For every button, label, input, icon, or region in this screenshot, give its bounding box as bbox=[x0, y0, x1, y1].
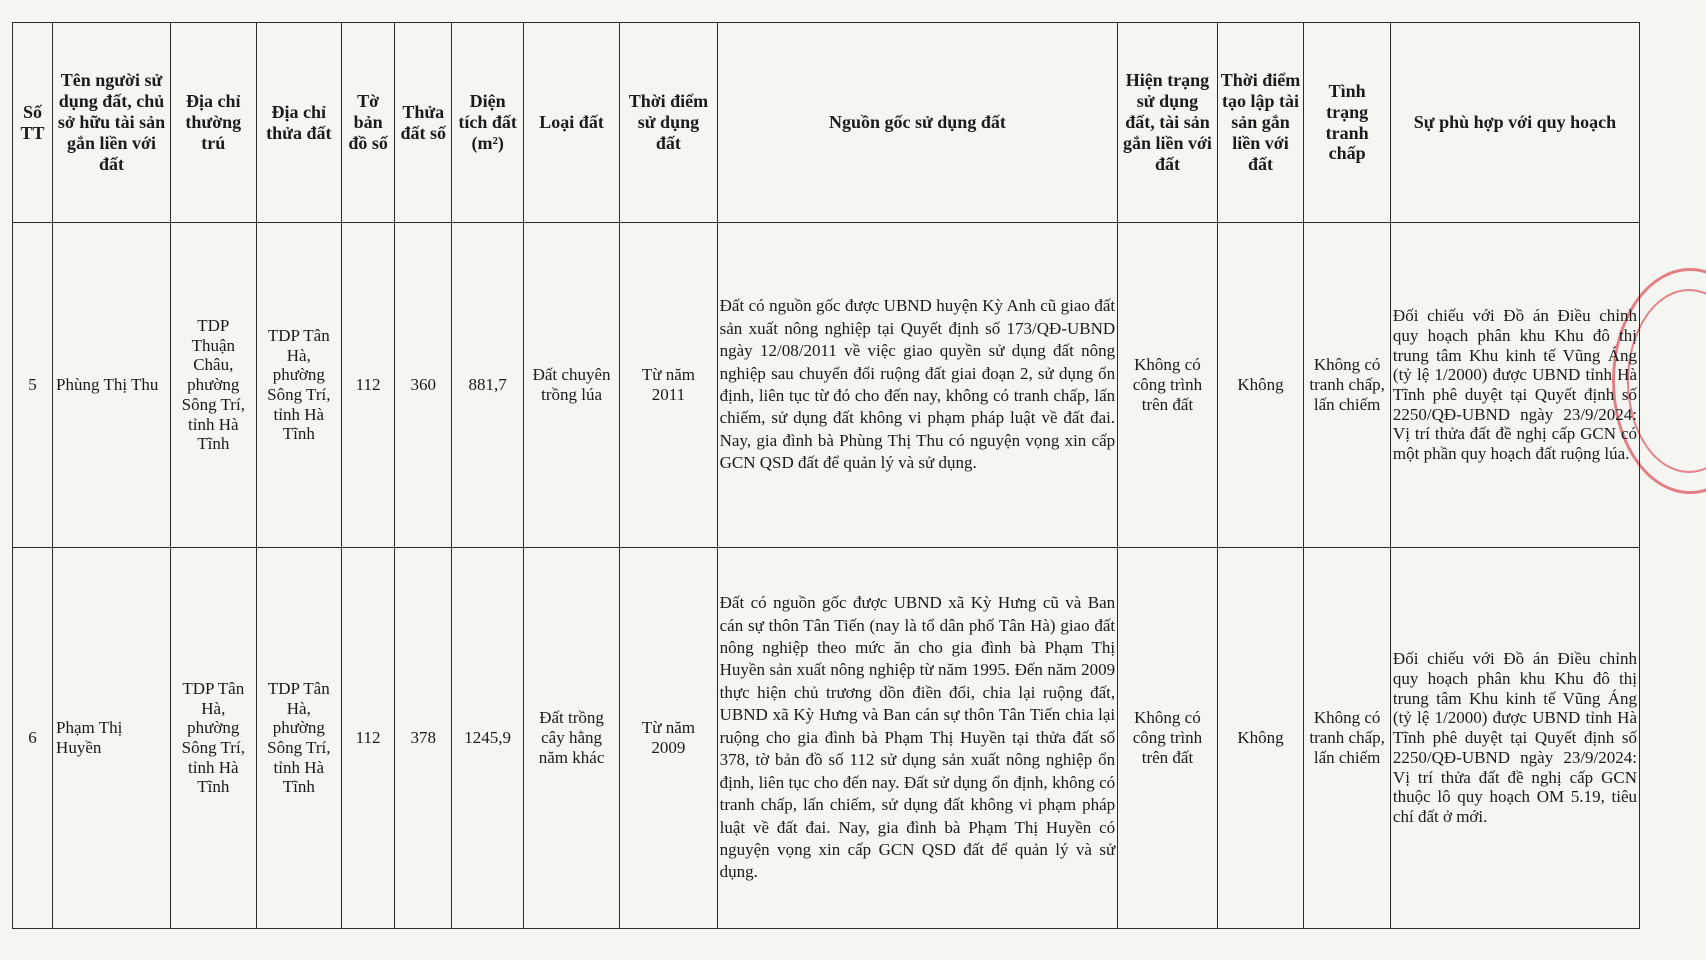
cell-land-type: Đất chuyên trồng lúa bbox=[523, 223, 619, 548]
cell-planning-compliance: Đối chiếu với Đồ án Điều chỉnh quy hoạch phân khu Khu đô thị trung tâm Khu kinh tế Vũng Áng (tỷ lệ 1/2000) được UBND tỉnh Hà Tĩnh phê duyệt tại Quyết định số 2250/QĐ-UBND ngày 23/9/2024: Vị trí thửa đất đề nghị cấp GCN có một phần quy hoạch đất ruộng lúa. bbox=[1390, 223, 1639, 548]
header-parcel-number: Thửa đất số bbox=[395, 23, 452, 223]
cell-land-type: Đất trồng cây hằng năm khác bbox=[523, 548, 619, 929]
table-row bbox=[13, 223, 1640, 548]
cell-asset-creation-time: Không bbox=[1217, 548, 1304, 929]
header-stt: Số TT bbox=[13, 23, 53, 223]
header-dispute-status: Tình trạng tranh chấp bbox=[1304, 23, 1391, 223]
header-planning-compliance: Sự phù hợp với quy hoạch bbox=[1390, 23, 1639, 223]
land-registration-table bbox=[12, 22, 1640, 929]
cell-asset-creation-time: Không bbox=[1217, 223, 1304, 548]
header-residence-address: Địa chỉ thường trú bbox=[171, 23, 257, 223]
header-land-type: Loại đất bbox=[523, 23, 619, 223]
cell-dispute-status: Không có tranh chấp, lấn chiếm bbox=[1304, 548, 1391, 929]
table-header-row bbox=[13, 23, 1640, 223]
cell-land-area: 881,7 bbox=[452, 223, 523, 548]
header-map-sheet: Tờ bản đồ số bbox=[342, 23, 395, 223]
header-land-area: Diện tích đất (m²) bbox=[452, 23, 523, 223]
cell-parcel-number: 378 bbox=[395, 548, 452, 929]
cell-parcel-address: TDP Tân Hà, phường Sông Trí, tỉnh Hà Tĩnh bbox=[256, 548, 342, 929]
header-user-name: Tên người sử dụng đất, chủ sở hữu tài sản gắn liền với đất bbox=[53, 23, 171, 223]
cell-parcel-address: TDP Tân Hà, phường Sông Trí, tỉnh Hà Tĩnh bbox=[256, 223, 342, 548]
header-parcel-address: Địa chỉ thửa đất bbox=[256, 23, 342, 223]
cell-dispute-status: Không có tranh chấp, lấn chiếm bbox=[1304, 223, 1391, 548]
header-land-origin: Nguồn gốc sử dụng đất bbox=[717, 23, 1118, 223]
cell-map-sheet: 112 bbox=[342, 223, 395, 548]
header-current-status: Hiện trạng sử dụng đất, tài sản gắn liền với đất bbox=[1118, 23, 1218, 223]
header-use-time: Thời điểm sử dụng đất bbox=[620, 23, 717, 223]
cell-stt: 6 bbox=[13, 548, 53, 929]
cell-residence-address: TDP Thuận Châu, phường Sông Trí, tỉnh Hà Tĩnh bbox=[171, 223, 257, 548]
cell-use-time: Từ năm 2011 bbox=[620, 223, 717, 548]
header-asset-creation-time: Thời điểm tạo lập tài sản gắn liền với đất bbox=[1217, 23, 1304, 223]
cell-planning-compliance: Đối chiếu với Đồ án Điều chỉnh quy hoạch phân khu Khu đô thị trung tâm Khu kinh tế Vũng Áng (tỷ lệ 1/2000) được UBND tỉnh Hà Tĩnh phê duyệt tại Quyết định số 2250/QĐ-UBND ngày 23/9/2024: Vị trí thửa đất đề nghị cấp GCN thuộc lô quy hoạch OM 5.19, tiêu chí đất ở mới. bbox=[1390, 548, 1639, 929]
cell-current-status: Không có công trình trên đất bbox=[1118, 223, 1218, 548]
cell-map-sheet: 112 bbox=[342, 548, 395, 929]
cell-residence-address: TDP Tân Hà, phường Sông Trí, tỉnh Hà Tĩnh bbox=[171, 548, 257, 929]
cell-user-name: Phùng Thị Thu bbox=[53, 223, 171, 548]
cell-user-name: Phạm Thị Huyền bbox=[53, 548, 171, 929]
cell-parcel-number: 360 bbox=[395, 223, 452, 548]
table-row bbox=[13, 548, 1640, 929]
cell-land-origin: Đất có nguồn gốc được UBND huyện Kỳ Anh cũ giao đất sản xuất nông nghiệp tại Quyết định số 173/QĐ-UBND ngày 12/08/2011 về việc giao quyền sử dụng đất nông nghiệp sau chuyển đổi ruộng đất giai đoạn 2, sử dụng ổn định, liên tục từ đó cho đến nay, không có tranh chấp, lấn chiếm, sử dụng đất không vi phạm pháp luật về đất đai. Nay, gia đình bà Phùng Thị Thu có nguyện vọng xin cấp GCN QSD đất để quản lý và sử dụng. bbox=[717, 223, 1118, 548]
cell-land-area: 1245,9 bbox=[452, 548, 523, 929]
cell-current-status: Không có công trình trên đất bbox=[1118, 548, 1218, 929]
cell-land-origin: Đất có nguồn gốc được UBND xã Kỳ Hưng cũ và Ban cán sự thôn Tân Tiến (nay là tổ dân phố Tân Hà) giao đất nông nghiệp theo mức ăn cho gia đình bà Phạm Thị Huyền sản xuất nông nghiệp từ năm 1995. Đến năm 2009 thực hiện chủ trương dồn điền đổi, chia lại ruộng đất, UBND xã Kỳ Hưng và Ban cán sự thôn Tân Tiến chia lại ruộng cho gia đình bà Phạm Thị Huyền tại thửa đất số 378, tờ bản đồ số 112 sử dụng sản xuất nông nghiệp ổn định, liên tục cho đến nay. Đất sử dụng ổn định, không có tranh chấp, lấn chiếm, sử dụng đất không vi phạm pháp luật về đất đai. Nay, gia đình bà Phạm Thị Huyền có nguyện vọng xin cấp GCN QSD đất để quản lý và sử dụng. bbox=[717, 548, 1118, 929]
cell-stt: 5 bbox=[13, 223, 53, 548]
cell-use-time: Từ năm 2009 bbox=[620, 548, 717, 929]
